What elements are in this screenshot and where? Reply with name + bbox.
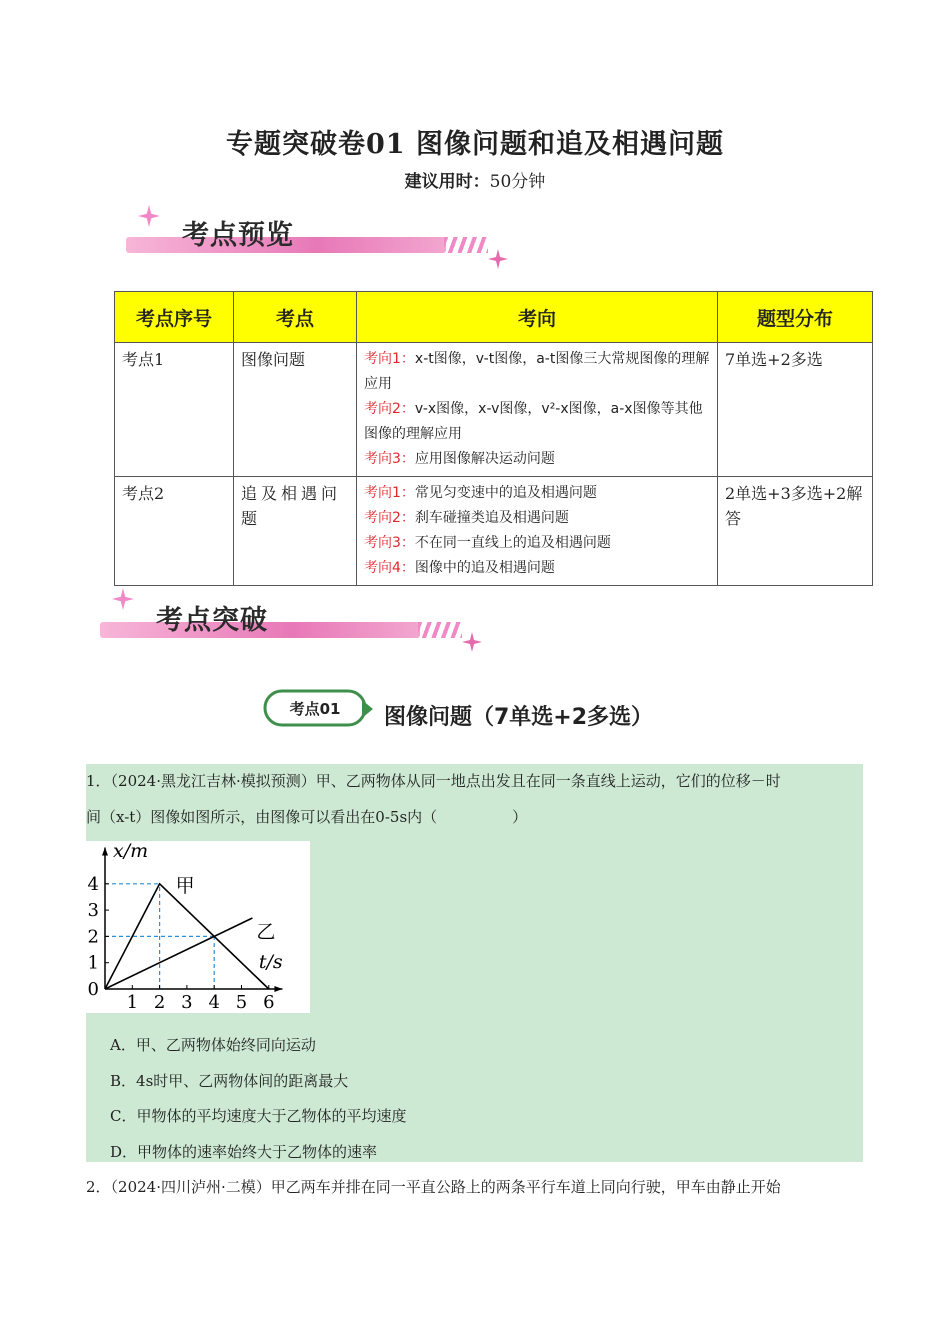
banner-breakthrough-label: 考点突破 bbox=[156, 605, 268, 636]
y-tick-label: 1 bbox=[87, 952, 99, 974]
direction-item: 考向4：图像中的追及相遇问题 bbox=[364, 560, 555, 576]
x-tick-label: 5 bbox=[235, 992, 248, 1013]
col-header-distribution: 题型分布 bbox=[718, 292, 873, 343]
y-tick-label: 4 bbox=[87, 873, 99, 895]
banner-preview-label: 考点预览 bbox=[182, 220, 294, 251]
row1-distribution: 7单选+2多选 bbox=[718, 343, 873, 477]
row1-no: 考点1 bbox=[115, 343, 234, 477]
x-tick-label: 4 bbox=[208, 992, 220, 1013]
question-1-option-a[interactable]: A．甲、乙两物体始终同向运动 bbox=[110, 1036, 316, 1054]
time-value: 50分钟 bbox=[489, 172, 546, 192]
question-1-line2: 间（x-t）图像如图所示，由图像可以看出在0-5s内（ ） bbox=[86, 808, 528, 826]
sparkle-icon bbox=[488, 249, 508, 269]
x-tick-label: 2 bbox=[153, 992, 166, 1013]
direction-item: 考向3：应用图像解决运动问题 bbox=[364, 451, 555, 467]
series-line-1 bbox=[105, 918, 252, 989]
origin-label: 0 bbox=[87, 979, 99, 1000]
page-title: 专题突破卷01 图像问题和追及相遇问题 bbox=[226, 129, 724, 160]
section-badge-shape bbox=[262, 688, 374, 730]
direction-item: 考向2：刹车碰撞类追及相遇问题 bbox=[364, 510, 569, 526]
row1-topic: 图像问题 bbox=[234, 343, 357, 477]
table-header-row bbox=[115, 292, 873, 343]
col-header-direction: 考向 bbox=[357, 292, 718, 343]
direction-item: 考向1：x-t图像，v-t图像，a-t图像三大常规图像的理解应用 bbox=[364, 351, 710, 392]
sparkle-icon bbox=[138, 205, 160, 227]
xt-chart bbox=[86, 841, 310, 1013]
x-axis-label: t/s bbox=[258, 951, 283, 973]
banner-breakthrough bbox=[100, 588, 490, 653]
time-label: 建议用时： bbox=[404, 172, 490, 192]
x-tick-label: 3 bbox=[181, 992, 193, 1013]
direction-item: 考向3：不在同一直线上的追及相遇问题 bbox=[364, 535, 611, 551]
outline-table bbox=[114, 291, 873, 586]
table-row bbox=[115, 477, 873, 586]
y-tick-label: 2 bbox=[87, 926, 99, 948]
question-2-line1: 2．（2024·四川泸州·二模）甲乙两车并排在同一平直公路上的两条平行车道上同向行驶，甲车由静止开始 bbox=[86, 1178, 781, 1196]
series-label-jia: 甲 bbox=[175, 874, 195, 897]
x-axis-arrow-icon bbox=[274, 986, 282, 992]
question-1-option-d[interactable]: D．甲物体的速率始终大于乙物体的速率 bbox=[110, 1143, 378, 1161]
col-header-topic: 考点 bbox=[234, 292, 357, 343]
row2-no: 考点2 bbox=[115, 477, 234, 586]
sparkle-icon bbox=[462, 632, 482, 652]
x-tick-label: 6 bbox=[263, 992, 275, 1013]
question-1-option-c[interactable]: C．甲物体的平均速度大于乙物体的平均速度 bbox=[110, 1107, 407, 1125]
question-1-option-b[interactable]: B．4s时甲、乙两物体间的距离最大 bbox=[110, 1072, 349, 1090]
row2-topic: 追及相遇问题 bbox=[234, 477, 357, 586]
row2-distribution: 2单选+3多选+2解答 bbox=[718, 477, 873, 586]
y-axis-label: x/m bbox=[113, 841, 149, 862]
y-axis-arrow-icon bbox=[102, 848, 108, 856]
sparkle-icon bbox=[112, 588, 134, 610]
col-header-no: 考点序号 bbox=[115, 292, 234, 343]
section-title: 图像问题（7单选+2多选） bbox=[384, 705, 654, 730]
y-tick-label: 3 bbox=[87, 900, 99, 922]
table-row bbox=[115, 343, 873, 477]
direction-item: 考向1：常见匀变速中的追及相遇问题 bbox=[364, 485, 597, 501]
series-label-yi: 乙 bbox=[256, 920, 276, 943]
suggested-time bbox=[0, 167, 950, 192]
direction-item: 考向2：v-x图像，x-v图像，v²-x图像，a-x图像等其他图像的理解应用 bbox=[364, 401, 703, 442]
banner-preview bbox=[126, 205, 516, 270]
row2-directions bbox=[357, 477, 718, 586]
section-badge-label: 考点01 bbox=[289, 700, 341, 718]
row1-directions bbox=[357, 343, 718, 477]
x-tick-label: 1 bbox=[126, 992, 139, 1013]
question-1-line1: 1．（2024·黑龙江吉林·模拟预测）甲、乙两物体从同一地点出发且在同一条直线上运动，它们的位移－时 bbox=[86, 772, 781, 790]
